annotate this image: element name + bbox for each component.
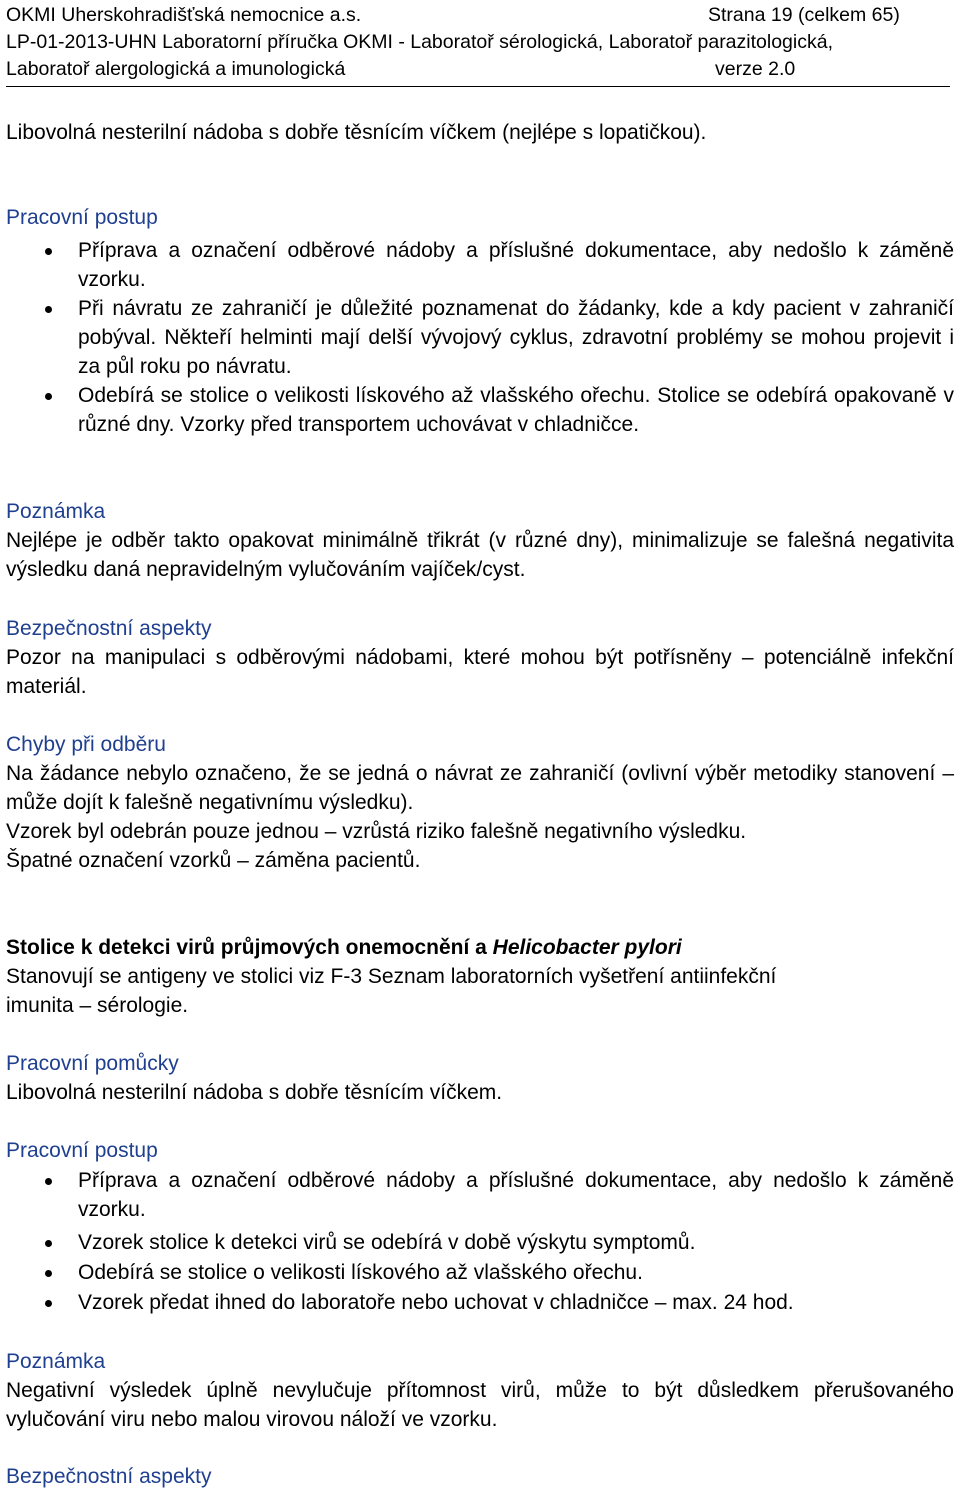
header-divider (6, 86, 950, 87)
page-header (6, 3, 948, 84)
errors-text-2: Vzorek byl odebrán pouze jednou – vzrůstá riziko falešně negativního výsledku. (6, 820, 747, 843)
section-title: Stolice k detekci virů průjmových onemocnění a Helicobacter pylori (6, 936, 682, 959)
section-title-organism: Helicobacter pylori (492, 936, 682, 959)
note-text: Negativní výsledek úplně nevylučuje přítomnost virů, může to být důsledkem přerušovaného vylučování viru nebo malou virovou náloží ve vzorku. (6, 1379, 954, 1431)
list-item: Odebírá se stolice o velikosti lískového až vlašského ořechu. (78, 1258, 954, 1287)
section-intro-line-1: Stanovují se antigeny ve stolici viz F-3 Seznam laboratorních vyšetření antiinfekční (6, 965, 777, 988)
procedure-heading: Pracovní postup (6, 1139, 158, 1162)
note-text: Nejlépe je odběr takto opakovat minimálně třikrát (v různé dny), minimalizuje se falešná negativita výsledku daná nepravidelným vylučováním vajíček/cyst. (6, 529, 954, 581)
header-document-title: LP-01-2013-UHN Laboratorní příručka OKMI - Laboratoř sérologická, Laboratoř parazitologická, (6, 31, 833, 53)
header-version: verze 2.0 (715, 58, 796, 80)
tools-heading: Pracovní pomůcky (6, 1052, 179, 1075)
errors-text-1: Na žádance nebylo označeno, že se jedná o návrat ze zahraničí (ovlivní výběr metodiky stanovení – může dojít k falešně negativnímu výsledku). (6, 762, 954, 814)
bullet-icon (45, 248, 52, 255)
bullet-icon (45, 1240, 52, 1247)
section-intro-line-2: imunita – sérologie. (6, 994, 189, 1017)
container-text: Libovolná nesterilní nádoba s dobře těsnícím víčkem (nejlépe s lopatičkou). (6, 121, 707, 144)
list-item: Odebírá se stolice o velikosti lískového až vlašského ořechu. Stolice se odebírá opakovaně v různé dny. Vzorky před transportem uchovávat v chladničce. (78, 381, 954, 439)
list-item: Příprava a označení odběrové nádoby a příslušné dokumentace, aby nedošlo k záměně vzorku. (78, 1166, 954, 1224)
safety-text: Pozor na manipulaci s odběrovými nádobami, které mohou být potřísněny – potenciálně infekční materiál. (6, 646, 954, 698)
errors-text-3: Špatné označení vzorků – záměna pacientů. (6, 849, 421, 872)
list-item: Při návratu ze zahraničí je důležité poznamenat do žádanky, kde a kdy pacient v zahraničí pobýval. Někteří helminti mají delší vývojový cyklus, zdravotní problémy se mohou projevit i za půl roku po návratu. (78, 294, 954, 381)
header-organization: OKMI Uherskohradišťská nemocnice a.s. (6, 4, 362, 26)
tools-text: Libovolná nesterilní nádoba s dobře těsnícím víčkem. (6, 1081, 503, 1104)
list-item: Vzorek stolice k detekci virů se odebírá v době výskytu symptomů. (78, 1228, 954, 1257)
note-heading: Poznámka (6, 500, 106, 523)
procedure-heading: Pracovní postup (6, 206, 158, 229)
list-item: Příprava a označení odběrové nádoby a příslušné dokumentace, aby nedošlo k záměně vzorku. (78, 236, 954, 294)
bullet-icon (45, 306, 52, 313)
bullet-icon (45, 1270, 52, 1277)
note-heading: Poznámka (6, 1350, 106, 1373)
header-page-number: Strana 19 (celkem 65) (708, 4, 900, 26)
list-item: Vzorek předat ihned do laboratoře nebo uchovat v chladničce – max. 24 hod. (78, 1288, 954, 1317)
bullet-icon (45, 393, 52, 400)
safety-heading: Bezpečnostní aspekty (6, 1465, 212, 1488)
safety-heading: Bezpečnostní aspekty (6, 617, 212, 640)
bullet-icon (45, 1300, 52, 1307)
bullet-icon (45, 1178, 52, 1185)
errors-heading: Chyby při odběru (6, 733, 166, 756)
header-department: Laboratoř alergologická a imunologická (6, 58, 346, 80)
